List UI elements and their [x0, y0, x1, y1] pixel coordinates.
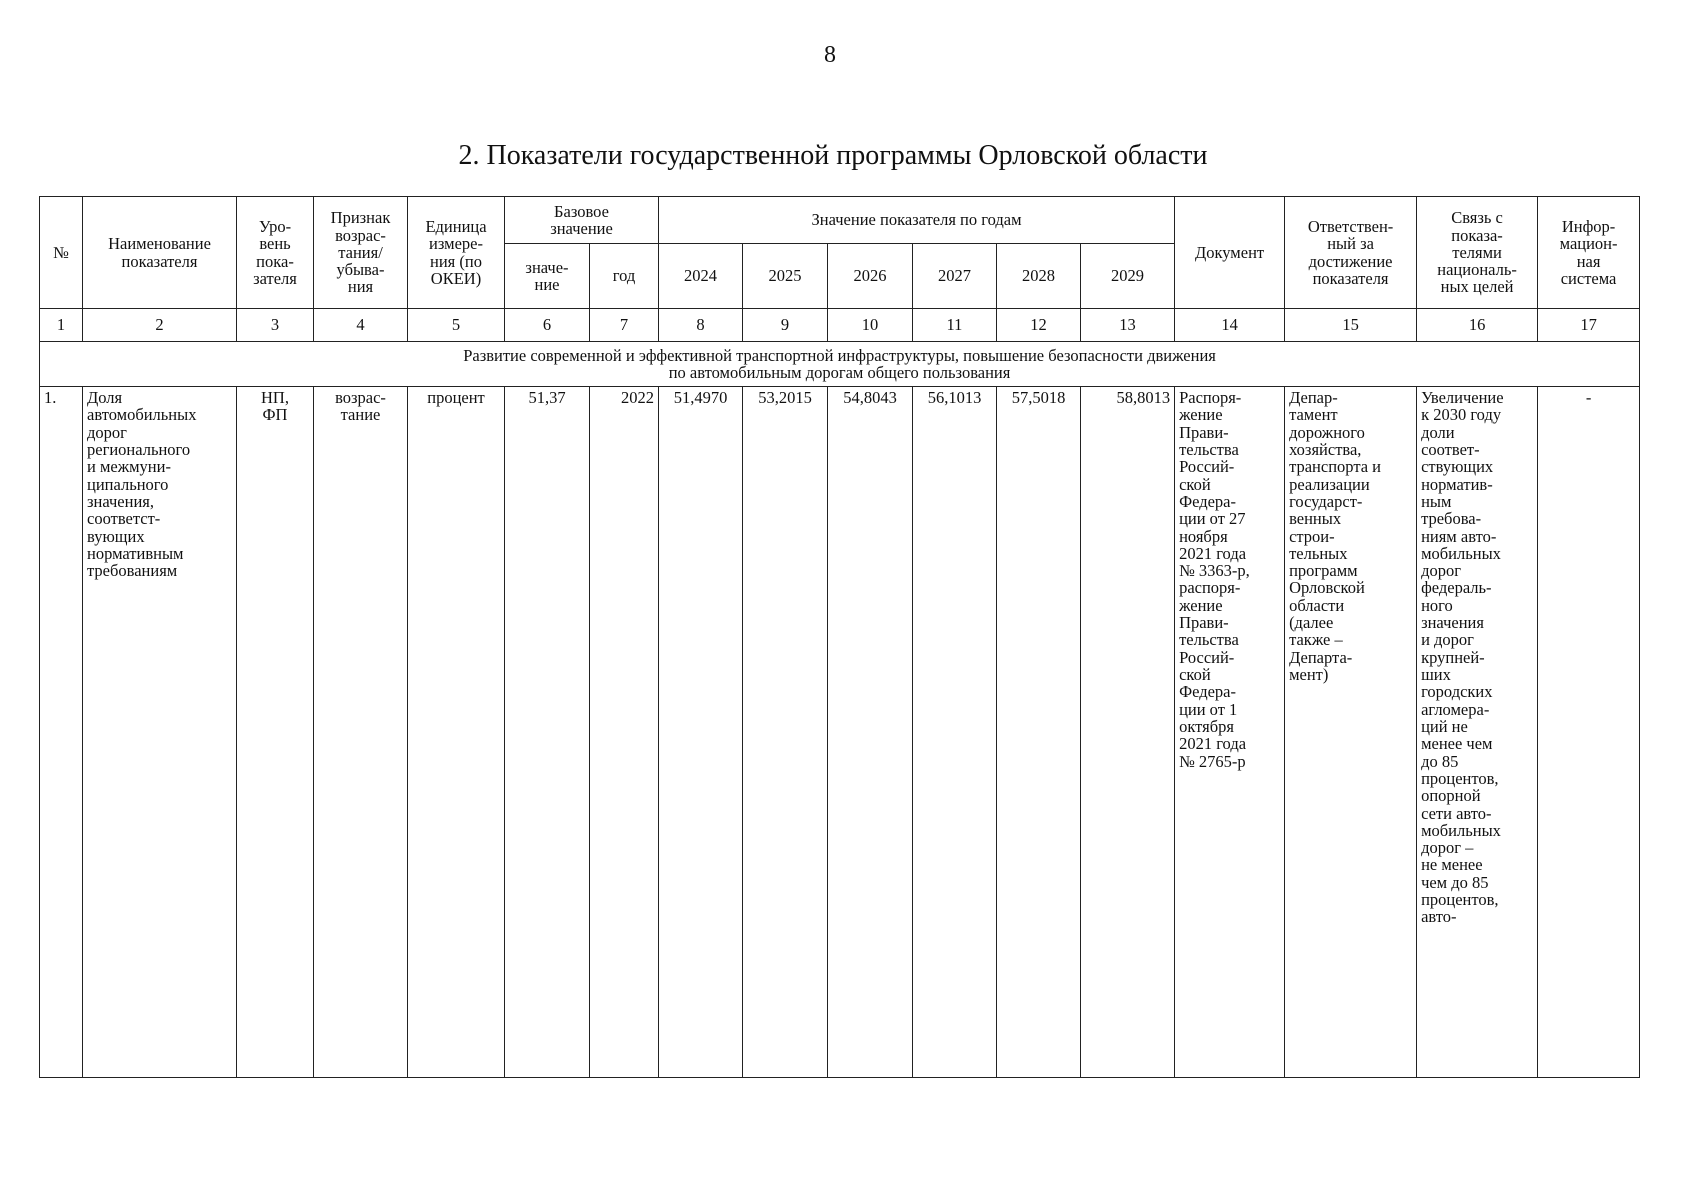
header-base-year: год	[590, 244, 659, 309]
header-trend: Признак возрас- тания/ убыва- ния	[314, 197, 408, 309]
column-numbers-row	[40, 309, 1640, 342]
header-year: 2025	[743, 244, 828, 309]
header-document: Документ	[1175, 197, 1285, 309]
header-year: 2024	[659, 244, 743, 309]
header-year: 2029	[1081, 244, 1175, 309]
column-number: 11	[913, 309, 997, 342]
section-row	[40, 342, 1640, 387]
row-level: НП, ФП	[237, 387, 314, 1078]
header-responsible: Ответствен- ный за достижение показателя	[1285, 197, 1417, 309]
column-number: 16	[1417, 309, 1538, 342]
header-level: Уро- вень пока- зателя	[237, 197, 314, 309]
column-number: 5	[408, 309, 505, 342]
column-number: 7	[590, 309, 659, 342]
row-value-2027: 56,1013	[913, 387, 997, 1078]
row-link: Увеличение к 2030 году доли соответ- ствующих норматив- ным требова- ниям авто- мобильных дорог федераль- ного значения и дорог крупней- ших городских агломера- ций не менее чем до 85 процентов, опорной сети авто- мобильных дорог – не менее чем до 85 процентов, авто-	[1417, 387, 1538, 1078]
indicators-table	[39, 196, 1640, 1078]
row-name: Доля автомобильных дорог регионального и межмуни- ципального значения, соответст- вующих нормативным требованиям	[83, 387, 237, 1078]
row-value-2025: 53,2015	[743, 387, 828, 1078]
header-link: Связь с показа- телями националь- ных целей	[1417, 197, 1538, 309]
column-number: 12	[997, 309, 1081, 342]
column-number: 6	[505, 309, 590, 342]
row-system: -	[1538, 387, 1640, 1078]
header-year: 2027	[913, 244, 997, 309]
row-value-2028: 57,5018	[997, 387, 1081, 1078]
section-title: Развитие современной и эффективной транспортной инфраструктуры, повышение безопасности движения по автомобильным дорогам общего пользования	[40, 342, 1640, 387]
row-trend: возрас- тание	[314, 387, 408, 1078]
header-unit: Единица измере- ния (по ОКЕИ)	[408, 197, 505, 309]
column-number: 3	[237, 309, 314, 342]
header-years-group: Значение показателя по годам	[659, 197, 1175, 244]
column-number: 1	[40, 309, 83, 342]
row-value-2029: 58,8013	[1081, 387, 1175, 1078]
column-number: 2	[83, 309, 237, 342]
header-num: №	[40, 197, 83, 309]
column-number: 14	[1175, 309, 1285, 342]
column-number: 17	[1538, 309, 1640, 342]
column-number: 13	[1081, 309, 1175, 342]
header-name: Наименование показателя	[83, 197, 237, 309]
row-responsible: Депар- тамент дорожного хозяйства, транспорта и реализации государст- венных строи- тельных программ Орловской области (далее также – Департа- мент)	[1285, 387, 1417, 1078]
table-header	[40, 197, 1640, 309]
column-number: 9	[743, 309, 828, 342]
row-num: 1.	[40, 387, 83, 1078]
row-unit: процент	[408, 387, 505, 1078]
header-year: 2026	[828, 244, 913, 309]
column-number: 10	[828, 309, 913, 342]
row-base-value: 51,37	[505, 387, 590, 1078]
header-base: Базовое значение	[505, 197, 659, 244]
document-title: 2. Показатели государственной программы Орловской области	[458, 140, 1208, 171]
row-base-year: 2022	[590, 387, 659, 1078]
header-base-value: значе- ние	[505, 244, 590, 309]
header-system: Инфор- мацион- ная система	[1538, 197, 1640, 309]
row-document: Распоря- жение Прави- тельства Россий- ской Федера- ции от 27 ноября 2021 года № 3363-р, распоря- жение Прави- тельства Россий- ской Федера- ции от 1 октября 2021 года № 2765-р	[1175, 387, 1285, 1078]
table-row	[40, 387, 1640, 1078]
column-number: 8	[659, 309, 743, 342]
column-number: 15	[1285, 309, 1417, 342]
row-value-2026: 54,8043	[828, 387, 913, 1078]
row-value-2024: 51,4970	[659, 387, 743, 1078]
column-number: 4	[314, 309, 408, 342]
page-number: 8	[824, 42, 836, 68]
header-year: 2028	[997, 244, 1081, 309]
